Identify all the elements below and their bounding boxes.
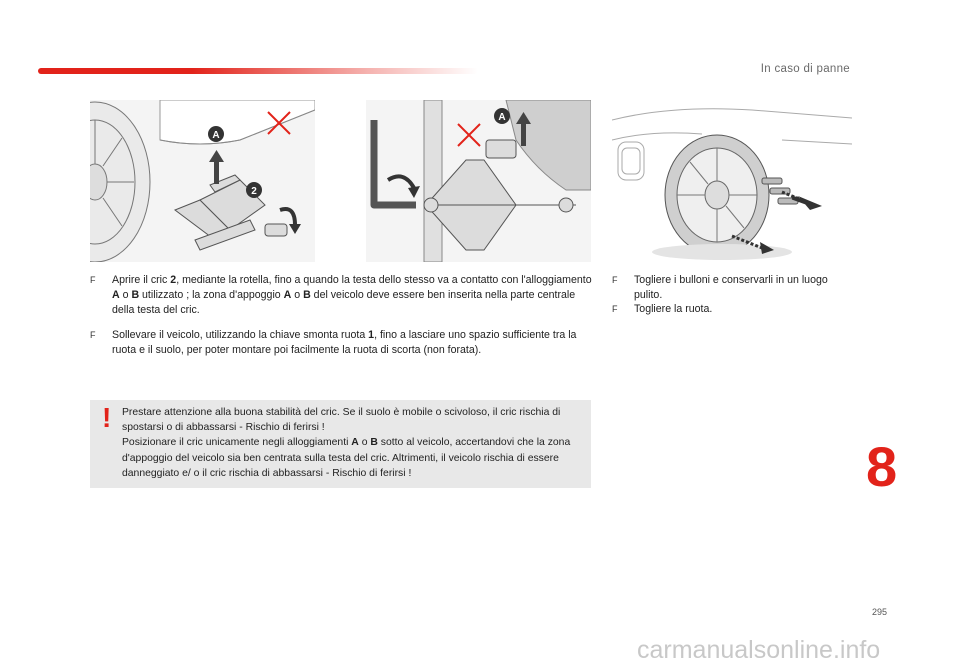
- page-number: 295: [872, 607, 888, 617]
- figure-wheel-removal: [612, 100, 852, 262]
- chapter-number: 8: [866, 435, 898, 498]
- step-text: Togliere la ruota.: [634, 303, 713, 315]
- header-accent-bar: [38, 68, 478, 74]
- bullet-icon: F: [612, 275, 618, 285]
- step-remove-wheel: [612, 302, 852, 317]
- figure-jack-placement: [90, 100, 315, 262]
- step-raise-vehicle: [90, 328, 595, 358]
- bullet-icon: F: [90, 275, 96, 285]
- bullet-icon: F: [90, 330, 96, 340]
- warning-icon: !: [102, 402, 112, 433]
- svg-text:2: 2: [251, 186, 257, 197]
- bullet-icon: F: [612, 304, 618, 314]
- step-text: Aprire il cric 2, mediante la rotella, fino a quando la testa dello stesso va a contatto con l'alloggiamento A o B utilizzato ; la zona d'appoggio A o B del veicolo deve essere ben inserita nella parte centrale della testa del cric.: [112, 274, 592, 316]
- step-text: Sollevare il veicolo, utilizzando la chiave smonta ruota 1, fino a lasciare uno spazio sufficiente tra la ruota e il suolo, per poter montare poi facilmente la ruota di scorta (non forata).: [112, 329, 577, 356]
- watermark: carmanualsonline.info: [637, 636, 881, 664]
- warning-box: [90, 400, 591, 488]
- step-text: Togliere i bulloni e conservarli in un luogo pulito.: [634, 274, 828, 301]
- figure-raise-vehicle: [366, 100, 591, 262]
- step-open-jack: [90, 273, 595, 318]
- svg-text:A: A: [212, 130, 220, 141]
- svg-text:A: A: [498, 112, 506, 123]
- warning-text: Prestare attenzione alla buona stabilità del cric. Se il suolo è mobile o scivoloso, il cric rischia di spostarsi o di abbassarsi - Rischio di ferirsi ! Posizionare il cric unicamente negli alloggiamenti A o B sotto al veicolo, accertandovi che la zona d'appoggio del veicolo sia ben centrata sulla testa del cric. Altrimenti, il veicolo rischia di essere danneggiato e/ o il cric rischia di abbassarsi - Rischio di ferirsi !: [122, 407, 571, 479]
- section-title: In caso di panne: [760, 63, 850, 75]
- step-remove-bolts: [612, 273, 852, 303]
